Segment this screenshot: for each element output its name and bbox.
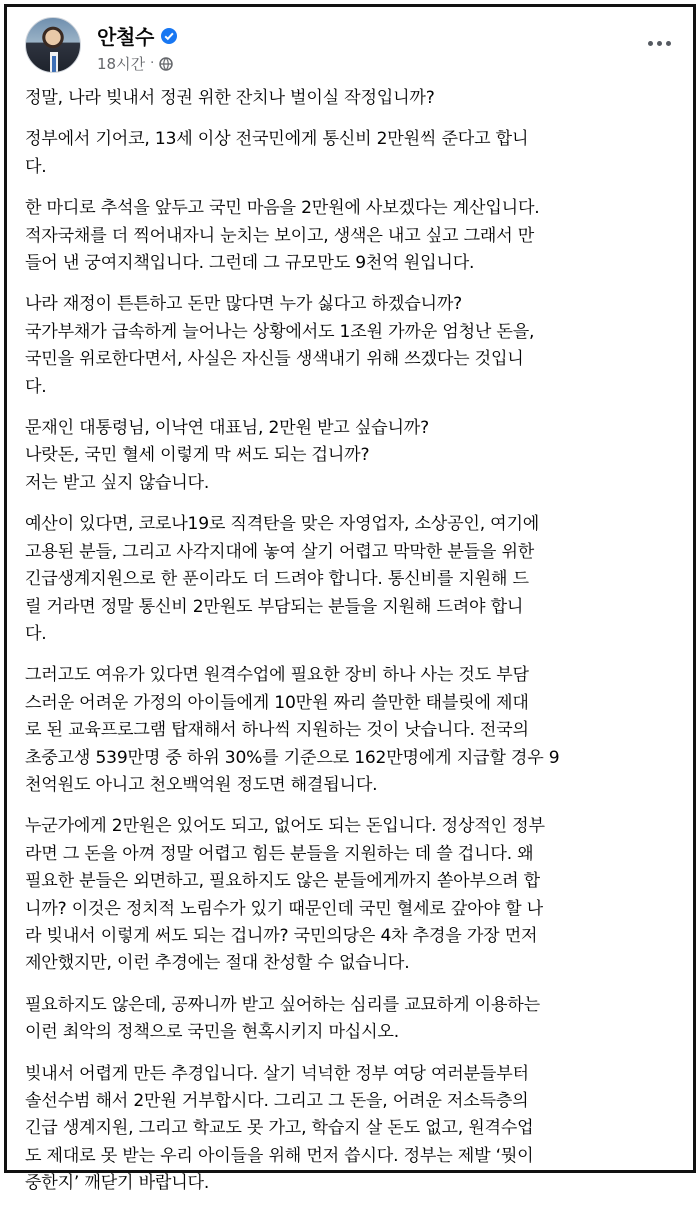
- post-paragraph: [25, 813, 677, 977]
- post-text-line: 나라 재정이 튼튼하고 돈만 많다면 누가 싫다고 하겠습니까?: [25, 294, 463, 315]
- post-paragraph: [25, 662, 677, 799]
- post-text-line: 중한지’ 깨닫기 바랍니다.: [25, 1173, 210, 1194]
- post-paragraph: [25, 126, 677, 181]
- post-text-line: 다.: [25, 156, 47, 177]
- post-paragraph: [25, 291, 677, 401]
- post-paragraph: [25, 511, 677, 648]
- post-time[interactable]: 18시간: [97, 55, 146, 73]
- post-paragraph: [25, 415, 677, 497]
- post-text-line: 릴 거라면 정말 통신비 2만원도 부담되는 분들을 지원해 드려야 합니: [25, 596, 524, 617]
- post-text-line: 국민을 위로한다면서, 사실은 자신들 생색내기 위해 쓰겠다는 것입니: [25, 349, 524, 370]
- post-text-line: 들어 낸 궁여지책입니다. 그런데 그 규모만도 9천억 원입니다.: [25, 253, 475, 274]
- post-text-line: 다.: [25, 376, 47, 397]
- more-dot: [648, 41, 653, 46]
- post-text-line: 천억원도 아니고 천오백억원 정도면 해결됩니다.: [25, 774, 378, 795]
- post-text-line: 필요하지도 않은데, 공짜니까 받고 싶어하는 심리를 교묘하게 이용하는: [25, 994, 540, 1015]
- post-text-line: 적자국채를 더 찍어내자니 눈치는 보이고, 생색은 내고 싶고 그래서 만: [25, 225, 535, 246]
- post-text-line: 필요한 분들은 외면하고, 필요하지도 않은 분들에게까지 쏟아부으려 합: [25, 871, 540, 892]
- post-text-line: 초중고생 539만명 중 하위 30%를 기준으로 162만명에게 지급할 경우 9: [25, 747, 560, 768]
- more-dot: [657, 41, 662, 46]
- post-text-line: 로 된 교육프로그램 탑재해서 하나씩 지원하는 것이 낫습니다. 전국의: [25, 720, 529, 741]
- post-text-line: 그러고도 여유가 있다면 원격수업에 필요한 장비 하나 사는 것도 부담: [25, 665, 529, 686]
- post-text-line: 다.: [25, 623, 47, 644]
- post-text-line: 빚내서 어렵게 만든 추경입니다. 살기 넉넉한 정부 여당 여러분들부터: [25, 1063, 529, 1084]
- post-text-line: 국가부채가 급속하게 늘어나는 상황에서도 1조원 가까운 엄청난 돈을,: [25, 321, 535, 342]
- post-paragraph: [25, 1061, 677, 1198]
- more-dot: [666, 41, 671, 46]
- globe-icon: [159, 57, 173, 71]
- facebook-post-card: [4, 4, 696, 1194]
- post-text-line: 문재인 대통령님, 이낙연 대표님, 2만원 받고 싶습니까?: [25, 418, 429, 439]
- author-avatar[interactable]: [25, 17, 81, 73]
- post-text-line: 한 마디로 추석을 앞두고 국민 마음을 2만원에 사보겠다는 계산입니다.: [25, 198, 540, 219]
- author-name[interactable]: 안철수: [97, 25, 155, 49]
- post-text-line: 정부에서 기어코, 13세 이상 전국민에게 통신비 2만원씩 준다고 합니: [25, 129, 529, 150]
- post-text-line: 누군가에게 2만원은 있어도 되고, 없어도 되는 돈입니다. 정상적인 정부: [25, 816, 545, 837]
- post-paragraph: [25, 992, 677, 1047]
- post-text-line: 정말, 나라 빚내서 정권 위한 잔치나 벌이실 작정입니까?: [25, 88, 435, 108]
- post-header: [25, 13, 675, 77]
- avatar-tie: [52, 56, 56, 72]
- post-text-line: 라 빚내서 이렇게 써도 되는 겁니까? 국민의당은 4차 추경을 가장 먼저: [25, 925, 538, 946]
- more-options-icon[interactable]: [643, 33, 675, 53]
- post-text-line: 긴급 생계지원, 그리고 학교도 못 가고, 학습지 살 돈도 없고, 원격수업: [25, 1118, 534, 1139]
- post-text-line: 예산이 있다면, 코로나19로 직격탄을 맞은 자영업자, 소상공인, 여기에: [25, 514, 540, 535]
- post-text-line: 나랏돈, 국민 혈세 이렇게 막 써도 되는 겁니까?: [25, 445, 370, 466]
- post-paragraph: [25, 85, 677, 112]
- post-meta: [97, 53, 173, 74]
- post-text-line: 긴급생계지원으로 한 푼이라도 더 드려야 합니다. 통신비를 지원해 드: [25, 569, 529, 590]
- post-text-line: 고용된 분들, 그리고 사각지대에 놓여 살기 어렵고 막막한 분들을 위한: [25, 541, 535, 562]
- post-text-line: 니까? 이것은 정치적 노림수가 있기 때문인데 국민 혈세로 갚아야 할 나: [25, 898, 543, 919]
- author-name-row: [97, 21, 178, 50]
- post-text-line: 이런 최악의 정책으로 국민을 현혹시키지 마십시오.: [25, 1022, 399, 1043]
- post-paragraph: [25, 195, 677, 277]
- post-text-line: 도 제대로 못 받는 우리 아이들을 위해 먼저 씁시다. 정부는 제발 ‘뭣이: [25, 1145, 534, 1166]
- post-text-line: 저는 받고 싶지 않습니다.: [25, 472, 210, 493]
- post-body: [25, 85, 677, 1212]
- post-text-line: 스러운 어려운 가정의 아이들에게 10만원 짜리 쓸만한 태블릿에 제대: [25, 692, 529, 713]
- post-text-line: 제안했지만, 이런 추경에는 절대 찬성할 수 없습니다.: [25, 953, 410, 974]
- post-text-line: 솔선수범 해서 2만원 거부합시다. 그리고 그 돈을, 어려운 저소득층의: [25, 1091, 529, 1111]
- verified-badge-icon: [160, 27, 178, 45]
- meta-separator: ·: [150, 56, 155, 71]
- post-text-line: 라면 그 돈을 아껴 정말 어렵고 힘든 분들을 지원하는 데 쓸 겁니다. 왜: [25, 843, 534, 864]
